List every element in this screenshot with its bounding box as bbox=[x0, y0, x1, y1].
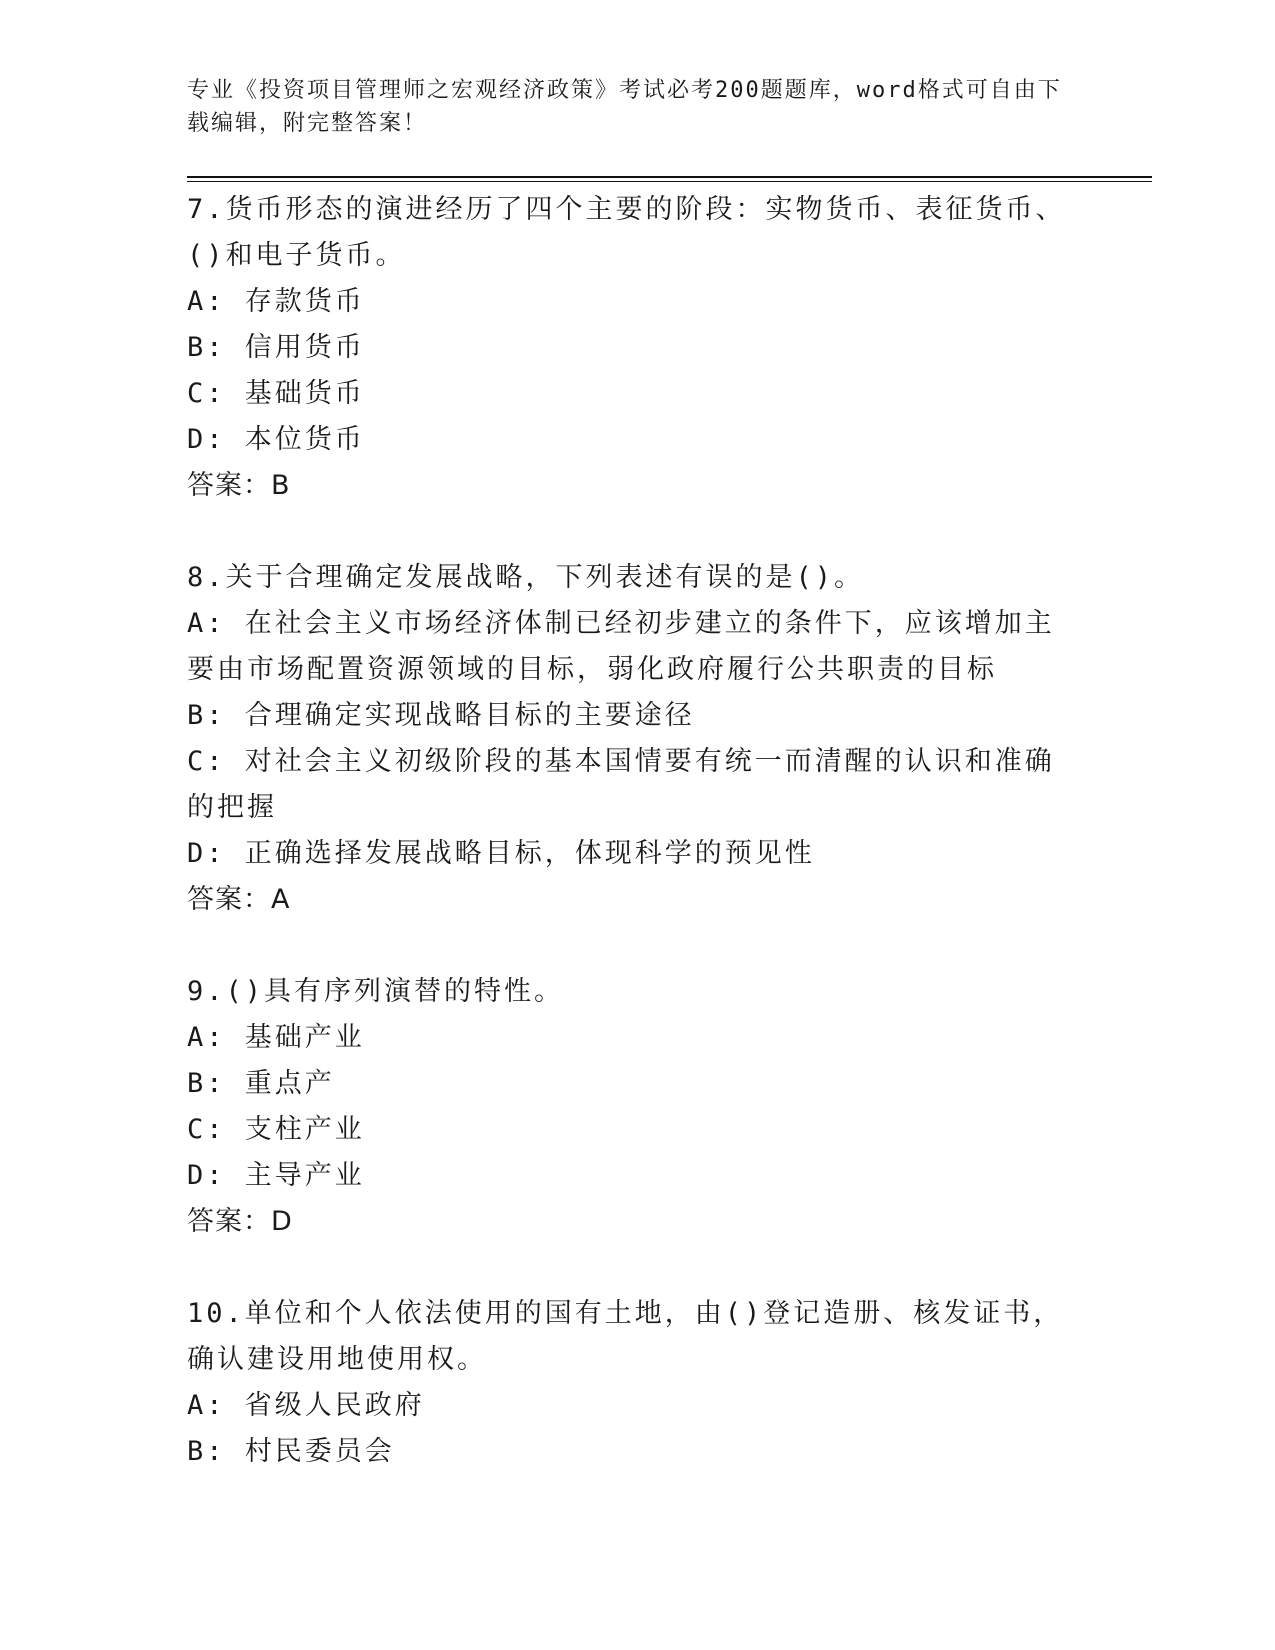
option-d: D: 本位货币 bbox=[187, 424, 365, 455]
question-8 bbox=[187, 555, 1082, 923]
option-c: C: 对社会主义初级阶段的基本国情要有统一而清醒的认识和准确的把握 bbox=[187, 746, 1055, 823]
question-7 bbox=[187, 187, 1082, 509]
option-b: B: 重点产 bbox=[187, 1068, 335, 1099]
question-9 bbox=[187, 969, 1082, 1245]
question-stem: 10.单位和个人依法使用的国有土地，由()登记造册、核发证书，确认建设用地使用权。 bbox=[187, 1298, 1064, 1375]
option-b: B: 村民委员会 bbox=[187, 1436, 395, 1467]
option-a: A: 在社会主义市场经济体制已经初步建立的条件下，应该增加主要由市场配置资源领域的目标，弱化政府履行公共职责的目标 bbox=[187, 608, 1055, 685]
question-stem: 7.货币形态的演进经历了四个主要的阶段：实物货币、表征货币、()和电子货币。 bbox=[187, 194, 1066, 271]
answer-line: 答案：B bbox=[187, 470, 291, 501]
option-a: A: 基础产业 bbox=[187, 1022, 365, 1053]
option-d: D: 主导产业 bbox=[187, 1160, 365, 1191]
option-b: B: 合理确定实现战略目标的主要途径 bbox=[187, 700, 695, 731]
option-a: A: 省级人民政府 bbox=[187, 1390, 425, 1421]
question-stem: 8.关于合理确定发展战略，下列表述有误的是()。 bbox=[187, 562, 865, 593]
header-divider-thick bbox=[187, 176, 1152, 178]
question-10 bbox=[187, 1291, 1082, 1475]
answer-line: 答案：A bbox=[187, 884, 291, 915]
option-c: C: 支柱产业 bbox=[187, 1114, 365, 1145]
option-a: A: 存款货币 bbox=[187, 286, 365, 317]
option-d: D: 正确选择发展战略目标，体现科学的预见性 bbox=[187, 838, 815, 869]
header-divider-thin bbox=[187, 181, 1152, 182]
question-stem: 9.()具有序列演替的特性。 bbox=[187, 976, 565, 1007]
option-c: C: 基础货币 bbox=[187, 378, 365, 409]
document-header: 专业《投资项目管理师之宏观经济政策》考试必考200题题库，word格式可自由下载编辑，附完整答案！ bbox=[187, 78, 1062, 136]
answer-line: 答案：D bbox=[187, 1206, 293, 1237]
option-b: B: 信用货币 bbox=[187, 332, 365, 363]
question-list bbox=[187, 187, 1082, 1521]
